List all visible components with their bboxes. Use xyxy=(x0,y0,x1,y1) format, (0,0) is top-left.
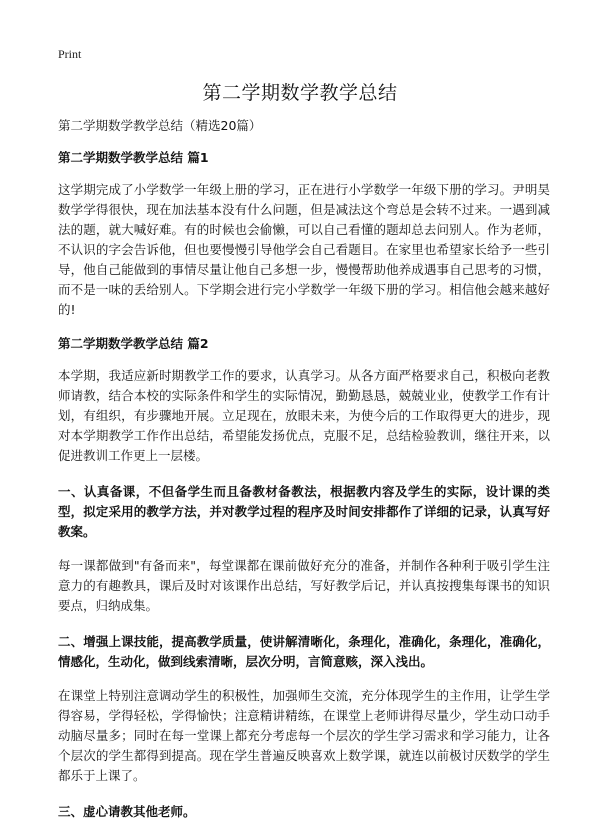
document-subtitle: 第二学期数学教学总结（精选20篇） xyxy=(58,118,262,133)
print-link[interactable]: Print xyxy=(58,47,82,61)
point-heading-1: 一、认真备课，不但备学生而且备教材备教法，根据教内容及学生的实际，设计课的类型，拟定采用的教学方法，并对教学过程的程序及时间安排都作了详细的记录，认真写好教案。 xyxy=(58,484,550,539)
section-heading-1: 第二学期数学教学总结 篇1 xyxy=(58,150,209,165)
page-title: 第二学期数学教学总结 xyxy=(202,82,398,104)
point-heading-2: 二、增强上课技能，提高教学质量，使讲解清晰化，条理化，准确化，条理化，准确化，情感化，生动化，做到线索清晰，层次分明，言简意赅，深入浅出。 xyxy=(58,634,550,669)
document-body xyxy=(58,118,550,836)
section-heading-2: 第二学期数学教学总结 篇2 xyxy=(58,336,209,351)
point-paragraph-1: 每一课都做到"有备而来"，每堂课都在课前做好充分的准备，并制作各种利于吸引学生注意力的有趣教具，课后及时对该课作出总结，写好教学后记，并认真按搜集每课书的知识要点，归纳成集。 xyxy=(58,558,550,613)
point-paragraph-2: 在课堂上特别注意调动学生的积极性，加强师生交流，充分体现学生的主作用，让学生学得容易，学得轻松，学得愉快；注意精讲精练，在课堂上老师讲得尽量少，学生动口动手动脑尽量多；同时在每一堂课上都充分考虑每一个层次的学生学习需求和学习能力，让各个层次的学生都得到提高。现在学生普遍反映喜欢上数学课，就连以前极讨厌数学的学生都乐于上课了。 xyxy=(58,688,550,783)
section-paragraph-1: 这学期完成了小学数学一年级上册的学习，正在进行小学数学一年级下册的学习。尹明昊数学学得很快，现在加法基本没有什么问题，但是减法这个弯总是会转不过来。一遇到减法的题，就大喊好难。有的时候也会偷懒，可以自己看懂的题却总去问别人。作为老师，不认识的字会告诉他，但也要慢慢引导他学会自己看题目。在家里也希望家长给予一些引导，他自己能做到的事情尽量让他自己多想一步，慢慢帮助他养成遇事自己思考的习惯，而不是一味的丢给别人。下学期会进行完小学数学一年级下册的学习。相信他会越来越好的! xyxy=(58,182,550,317)
point-heading-3: 三、虚心请教其他老师。 xyxy=(58,804,196,819)
section-paragraph-2: 本学期，我适应新时期教学工作的要求，认真学习。从各方面严格要求自己，积极向老教师请教，结合本校的实际条件和学生的实际情况，勤勤恳恳，兢兢业业，使教学工作有计划，有组织，有步骤地开展。立足现在，放眼未来，为使今后的工作取得更大的进步，现对本学期教学工作作出总结，希望能发扬优点，克服不足，总结检验教训，继往开来，以促进教训工作更上一层楼。 xyxy=(58,368,550,463)
